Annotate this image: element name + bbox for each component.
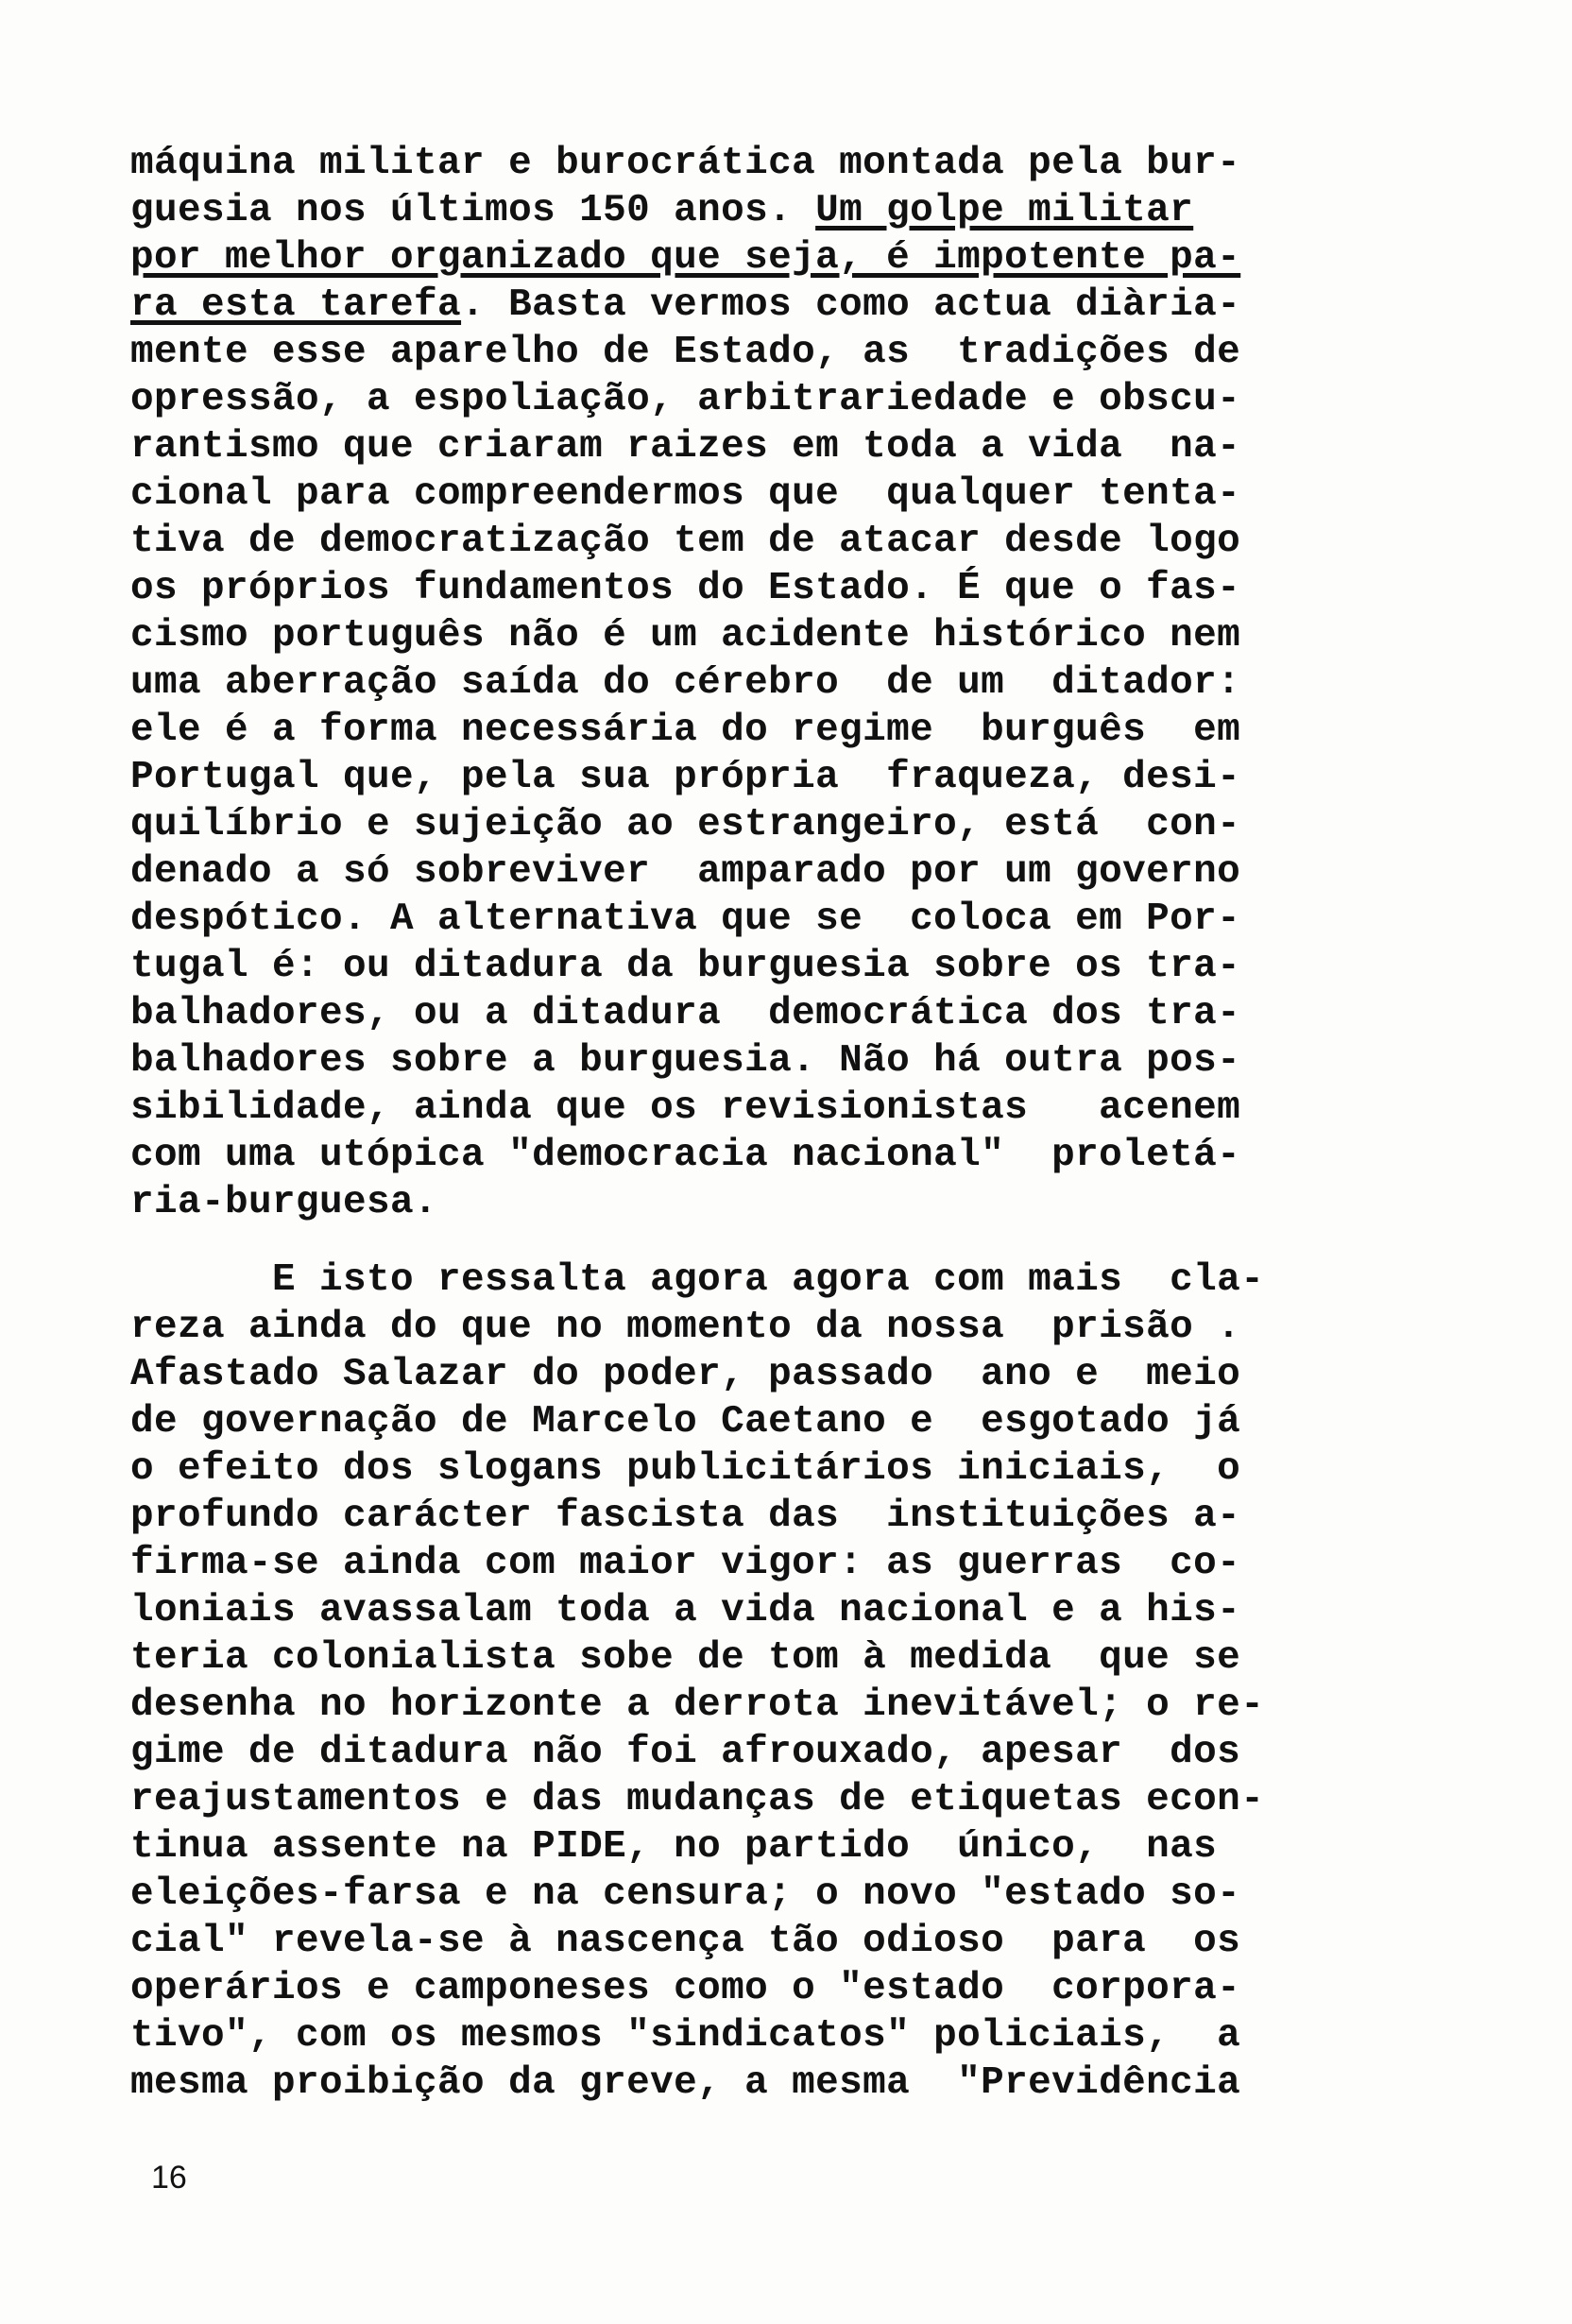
page-number: 16	[151, 2160, 187, 2196]
text-line: Portugal que, pela sua própria fraqueza, desi-	[130, 756, 1241, 799]
text-line: de governação de Marcelo Caetano e esgotado já	[130, 1400, 1241, 1444]
text-line: balhadores sobre a burguesia. Não há outra pos-	[130, 1039, 1241, 1083]
text-line: cional para compreendermos que qualquer tenta-	[130, 472, 1241, 516]
text-line: denado a só sobreviver amparado por um governo	[130, 850, 1241, 894]
text-line: o efeito dos slogans publicitários iniciais, o	[130, 1447, 1241, 1491]
text-line: despótico. A alternativa que se coloca em Por-	[130, 897, 1241, 941]
text-segment: guesia nos últimos 150 anos.	[130, 189, 816, 232]
text-segment: . Basta vermos como actua diària-	[461, 283, 1241, 327]
text-line: ria-burguesa.	[130, 1181, 438, 1224]
text-line: loniais avassalam toda a vida nacional e a his-	[130, 1589, 1241, 1632]
text-line	[130, 234, 1491, 282]
text-line: cial" revela-se à nascença tão odioso para os	[130, 1920, 1241, 1963]
text-line: tinua assente na PIDE, no partido único, nas	[130, 1825, 1218, 1869]
text-line: reza ainda do que no momento da nossa prisão .	[130, 1306, 1241, 1349]
text-line: balhadores, ou a ditadura democrática dos tra-	[130, 992, 1241, 1035]
text-line: firma-se ainda com maior vigor: as guerras co-	[130, 1542, 1241, 1585]
text-line: com uma utópica "democracia nacional" proletá-	[130, 1134, 1241, 1177]
underlined-text: por melhor organizado que seja, é impotente pa-	[130, 236, 1241, 280]
text-line: ele é a forma necessária do regime burguês em	[130, 709, 1241, 752]
text-line: máquina militar e burocrática montada pela bur-	[130, 142, 1241, 185]
text-line	[130, 187, 1491, 234]
text-line: sibilidade, ainda que os revisionistas acenem	[130, 1086, 1241, 1130]
text-line: cismo português não é um acidente histórico nem	[130, 614, 1241, 658]
text-line: desenha no horizonte a derrota inevitável; o re-	[130, 1683, 1265, 1727]
text-line: opressão, a espoliação, arbitrariedade e obscu-	[130, 378, 1241, 421]
paragraph-2	[130, 1256, 1491, 2107]
text-line: reajustamentos e das mudanças de etiquetas econ-	[130, 1778, 1265, 1821]
text-line: operários e camponeses como o "estado corpora-	[130, 1967, 1241, 2010]
text-line: teria colonialista sobe de tom à medida que se	[130, 1636, 1241, 1680]
text-line: eleições-farsa e na censura; o novo "estado so-	[130, 1872, 1241, 1916]
text-line: profundo carácter fascista das instituições a-	[130, 1495, 1241, 1538]
text-line: Afastado Salazar do poder, passado ano e meio	[130, 1353, 1241, 1396]
underlined-text: Um golpe militar	[815, 189, 1194, 232]
text-line: tiva de democratização tem de atacar desde logo	[130, 520, 1241, 563]
text-line: mesma proibição da greve, a mesma "Previdência	[130, 2061, 1241, 2105]
text-line	[130, 282, 1491, 329]
text-line: os próprios fundamentos do Estado. É que o fas-	[130, 567, 1241, 610]
text-line: mente esse aparelho de Estado, as tradições de	[130, 331, 1241, 374]
text-line: quilíbrio e sujeição ao estrangeiro, está con-	[130, 803, 1241, 846]
text-line: E isto ressalta agora agora com mais cla-	[130, 1258, 1265, 1302]
text-line: rantismo que criaram raizes em toda a vida na-	[130, 425, 1241, 469]
underlined-text: ra esta tarefa	[130, 283, 462, 327]
text-line: uma aberração saída do cérebro de um ditador:	[130, 661, 1241, 705]
text-line: gime de ditadura não foi afrouxado, apesar dos	[130, 1731, 1241, 1774]
text-line: tivo", com os mesmos "sindicatos" policiais, a	[130, 2014, 1241, 2058]
text-line: tugal é: ou ditadura da burguesia sobre os tra-	[130, 945, 1241, 988]
paragraph-1	[130, 140, 1491, 1226]
